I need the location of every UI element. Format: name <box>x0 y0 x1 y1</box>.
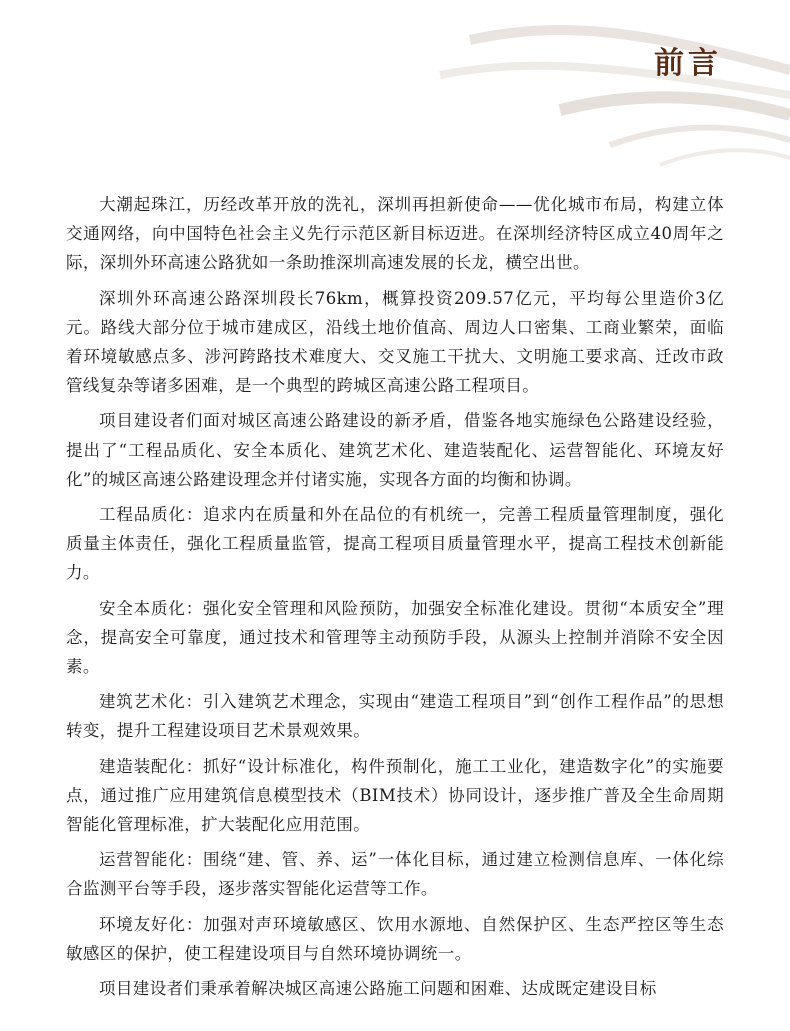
paragraph: 环境友好化：加强对声环境敏感区、饮用水源地、自然保护区、生态严控区等生态敏感区的保护，使工程建设项目与自然环境协调统一。 <box>66 914 724 963</box>
paragraph: 项目建设者们秉承着解决城区高速公路施工问题和困难、达成既定建设目标 <box>99 979 657 999</box>
paragraph: 建造装配化：抓好“设计标准化，构件预制化，施工工业化，建造数字化”的实施要点，通过推广应用建筑信息模型技术（BIM技术）协同设计，逐步推广普及全生命周期智能化管理标准，扩大装配化应用范围。 <box>66 756 724 835</box>
body-text <box>66 190 724 1003</box>
paragraph: 安全本质化：强化安全管理和风险预防，加强安全标准化建设。贯彻“本质安全”理念，提高安全可靠度，通过技术和管理等主动预防手段，从源头上控制并消除不安全因素。 <box>66 598 724 677</box>
decorative-swirl-graphic <box>0 0 790 200</box>
paragraph: 运营智能化：围绕“建、管、养、运”一体化目标，通过建立检测信息库、一体化综合监测平台等手段，逐步落实智能化运营等工作。 <box>66 850 724 899</box>
paragraph: 项目建设者们面对城区高速公路建设的新矛盾，借鉴各地实施绿色公路建设经验，提出了“工程品质化、安全本质化、建筑艺术化、建造装配化、运营智能化、环境友好化”的城区高速公路建设理念并付诸实施，实现各方面的均衡和协调。 <box>66 411 724 489</box>
paragraph: 工程品质化：追求内在质量和外在品位的有机统一，完善工程质量管理制度，强化质量主体责任，强化工程质量监管，提高工程项目质量管理水平，提高工程技术创新能力。 <box>66 505 724 583</box>
page-title: 前言 <box>654 46 722 81</box>
paragraph: 建筑艺术化：引入建筑艺术理念，实现由“建造工程项目”到“创作工程作品”的思想转变，提升工程建设项目艺术景观效果。 <box>66 692 724 741</box>
paragraph: 深圳外环高速公路深圳段长76km，概算投资209.57亿元，平均每公里造价3亿元。路线大部分位于城市建成区，沿线土地价值高、周边人口密集、工商业繁荣，面临着环境敏感点多、涉河跨路技术难度大、交叉施工干扰大、文明施工要求高、迁改市政管线复杂等诸多困难，是一个典型的跨城区高速公路工程项目。 <box>66 288 724 396</box>
paragraph: 大潮起珠江，历经改革开放的洗礼，深圳再担新使命——优化城市布局，构建立体交通网络，向中国特色社会主义先行示范区新目标迈进。在深圳经济特区成立40周年之际，深圳外环高速公路犹如一条助推深圳高速发展的长龙，横空出世。 <box>66 195 724 273</box>
